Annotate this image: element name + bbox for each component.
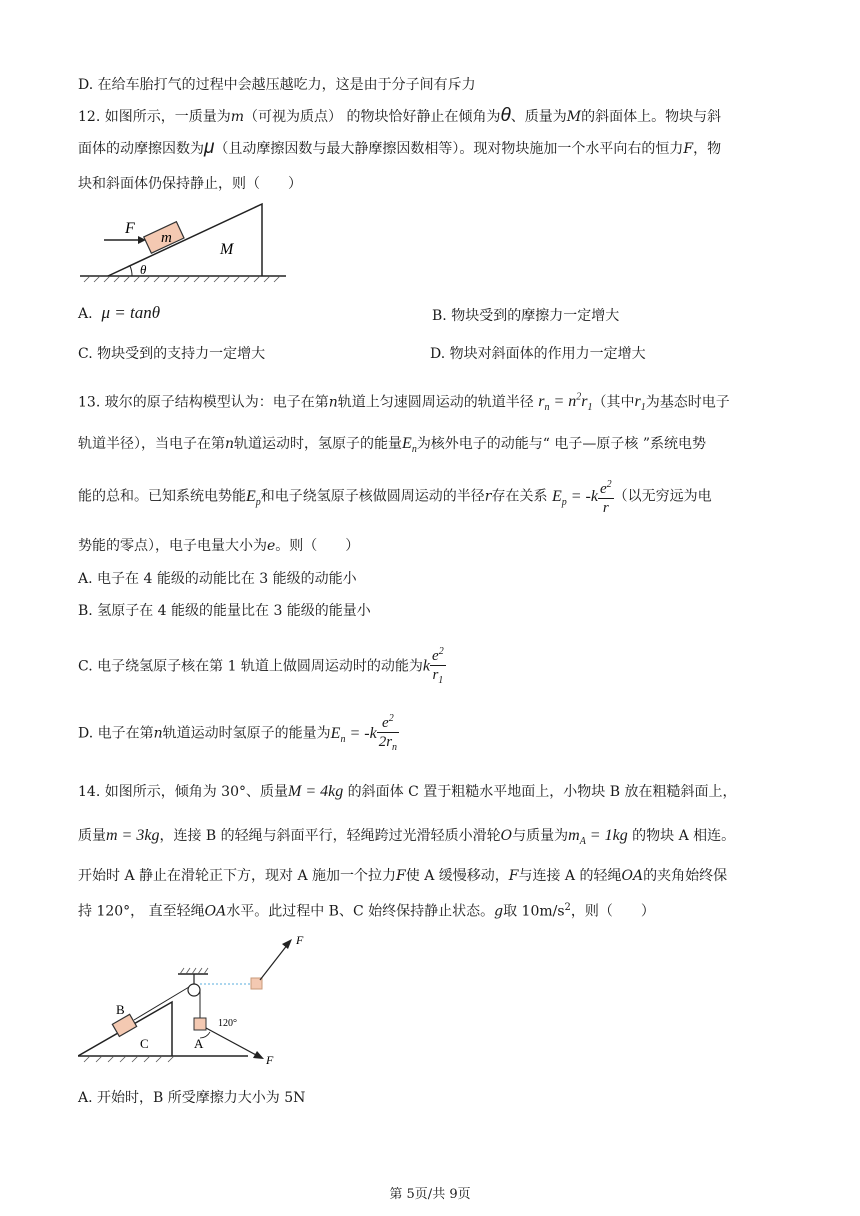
q14-stem-line2: 质量m = 3kg，连接 B 的轻绳与斜面平行，轻绳跨过光滑轻质小滑轮O与质量为$m_A = 1kg$ 的物块 A 相连。 — [78, 827, 736, 848]
q11-option-d: D. 在给车胎打气的过程中会越压越吃力，这是由于分子间有斥力 — [78, 77, 476, 93]
q13-stem-line4: 势能的零点），电子电量大小为e。则（ ） — [78, 538, 360, 554]
q14-fig-label-angle: 120° — [218, 1018, 237, 1029]
q12-option-d: D. 物块对斜面体的作用力一定增大 — [430, 346, 646, 362]
q12-stem-line1: 12. 如图所示，一质量为m（可视为质点） 的物块恰好静止在倾角为θ、质量为M的斜面体上。物块与斜 — [78, 105, 722, 126]
q12-option-a: A. μ = tanθ — [78, 303, 161, 322]
q14-figure — [78, 928, 328, 1068]
q14-fig-label-F-bottom: F — [266, 1053, 274, 1067]
q12-option-c: C. 物块受到的支持力一定增大 — [78, 346, 266, 362]
q13-option-d: D. 电子在第n轨道运动时氢原子的能量为$E_n = -k$ $\frac{e^2}{2r_n}$ — [78, 710, 399, 760]
q13-stem-line3: 能的总和。已知系统电势能$E_p$和电子绕氢原子核做圆周运动的半径r存在关系 $E_p = -k$ $\frac{e^2}{r}$ （以无穷远为电 — [78, 476, 712, 523]
q14-stem-line1: 14. 如图所示，倾角为 30°、质量M = 4kg 的斜面体 C 置于粗糙水平地面上，小物块 B 放在粗糙斜面上， — [78, 783, 737, 800]
q14-fig-label-C: C — [140, 1036, 149, 1051]
q14-stem-line4: 持 120°， 直至轻绳OA水平。此过程中 B、C 始终保持静止状态。g取 $10m/s^2$，则（ ） — [78, 902, 655, 920]
q14-option-a: A. 开始时，B 所受摩擦力大小为 5N — [78, 1090, 306, 1106]
q14-fig-label-F-top: F — [296, 933, 304, 947]
q12-fig-label-m: m — [161, 230, 172, 246]
page-footer: 第 5页/共 9页 — [389, 1187, 471, 1202]
q12-option-b: B. 物块受到的摩擦力一定增大 — [432, 308, 620, 324]
q13-option-a: A. 电子在 4 能级的动能比在 3 能级的动能小 — [78, 571, 357, 587]
q14-stem-line3: 开始时 A 静止在滑轮正下方，现对 A 施加一个拉力F使 A 缓慢移动，F与连接 A 的轻绳OA的夹角始终保 — [78, 868, 728, 884]
q14-fig-label-A: A — [194, 1036, 204, 1051]
q12-stem-line2: 面体的动摩擦因数为μ（且动摩擦因数与最大静摩擦因数相等）。现对物块施加一个水平向右的恒力F，物 — [78, 137, 722, 158]
q12-figure — [80, 198, 290, 288]
q13-stem-line1: 13. 玻尔的原子结构模型认为：电子在第n轨道上匀速圆周运动的轨道半径 $r_n = n^2r_1$（其中$r_1$为基态时电子 — [78, 392, 730, 414]
q12-stem-line3: 块和斜面体仍保持静止，则（ ） — [78, 176, 302, 192]
q13-option-c: C. 电子绕氢原子核在第 1 轨道上做圆周运动时的动能为k $\frac{e^2}{r_1}$ — [78, 643, 446, 690]
q13-option-b: B. 氢原子在 4 能级的能量比在 3 能级的能量小 — [78, 603, 371, 619]
q12-fig-label-F: F — [125, 220, 135, 237]
q12-fig-label-theta: θ — [140, 262, 147, 277]
q12-fig-label-M: M — [220, 241, 234, 258]
q14-fig-label-B: B — [116, 1002, 125, 1017]
q13-stem-line2: 轨道半径），当电子在第n轨道运动时，氢原子的能量$E_n$为核外电子的动能与“ 电子—原子核 ”系统电势 — [78, 435, 707, 456]
